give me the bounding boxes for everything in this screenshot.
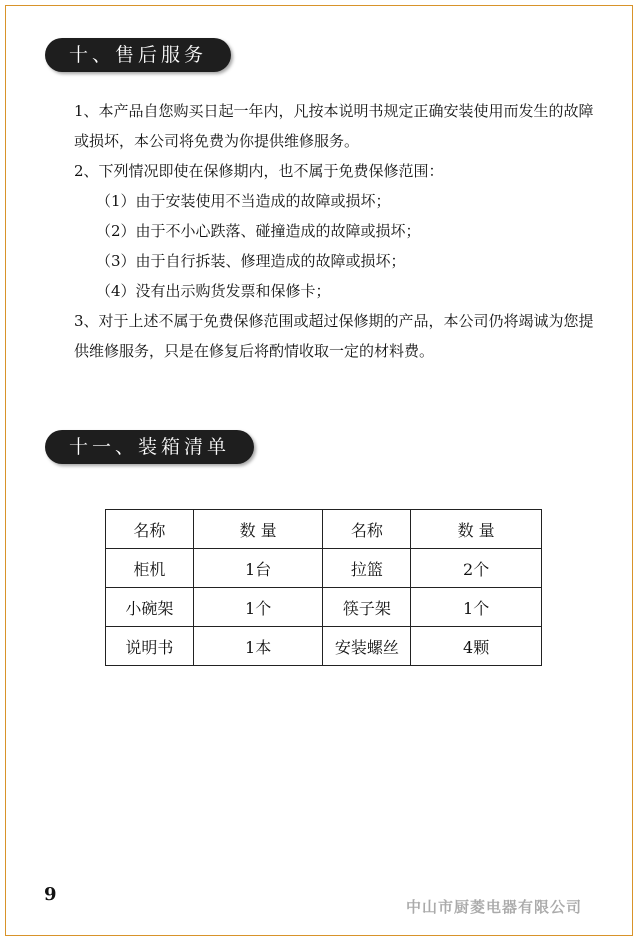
table-cell: 1台 xyxy=(193,549,323,588)
company-watermark: 中山市厨菱电器有限公司 xyxy=(405,898,582,916)
table-row xyxy=(106,549,542,588)
header-qty-2: 数 量 xyxy=(411,510,542,549)
header-qty-1: 数 量 xyxy=(193,510,323,549)
table-cell: 1本 xyxy=(193,627,323,666)
after-sales-body xyxy=(38,96,604,366)
table-cell: 1个 xyxy=(411,588,542,627)
table-cell: 小碗架 xyxy=(106,588,194,627)
table-cell: 筷子架 xyxy=(323,588,411,627)
exclusion-item-3: （3）由于自行拆装、修理造成的故障或损坏； xyxy=(96,252,406,270)
exclusion-item-1: （1）由于安装使用不当造成的故障或损坏； xyxy=(96,192,391,210)
after-sales-paragraph-1: 1、本产品自您购买日起一年内，凡按本说明书规定正确安装使用而发生的故障或损坏，本公司将免费为你提供维修服务。 xyxy=(74,102,594,150)
after-sales-paragraph-2: 2、下列情况即使在保修期内，也不属于免费保修范围： xyxy=(74,162,444,180)
exclusion-item-4: （4）没有出示购货发票和保修卡； xyxy=(96,282,331,300)
page-number: 9 xyxy=(44,884,57,905)
section-title-packing-list: 十一、装箱清单 xyxy=(45,430,254,464)
table-cell: 柜机 xyxy=(106,549,194,588)
table-cell: 安装螺丝 xyxy=(323,627,411,666)
table-row xyxy=(106,588,542,627)
after-sales-paragraph-3: 3、对于上述不属于免费保修范围或超过保修期的产品，本公司仍将竭诚为您提供维修服务，只是在修复后将酌情收取一定的材料费。 xyxy=(74,312,594,360)
table-cell: 4颗 xyxy=(411,627,542,666)
table-cell: 拉篮 xyxy=(323,549,411,588)
table-cell: 1个 xyxy=(193,588,323,627)
table-cell: 说明书 xyxy=(106,627,194,666)
header-name-1: 名称 xyxy=(106,510,194,549)
header-name-2: 名称 xyxy=(323,510,411,549)
section-title-after-sales: 十、售后服务 xyxy=(45,38,231,72)
table-cell: 2个 xyxy=(411,549,542,588)
packing-list-table xyxy=(105,509,542,666)
table-header-row xyxy=(106,510,542,549)
exclusion-item-2: （2）由于不小心跌落、碰撞造成的故障或损坏； xyxy=(96,222,421,240)
table-row xyxy=(106,627,542,666)
